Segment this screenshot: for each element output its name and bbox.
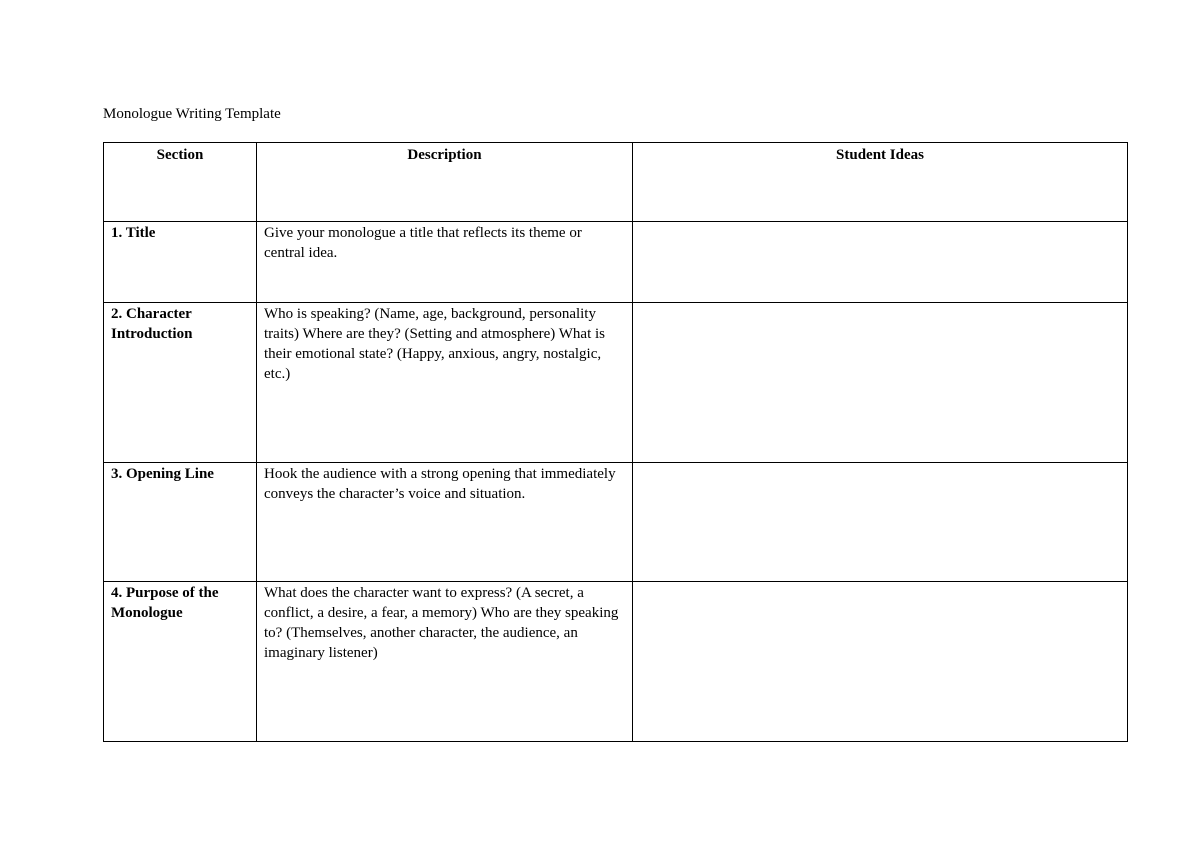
section-cell [104, 303, 257, 463]
description-cell [257, 582, 633, 742]
description-text: Give your monologue a title that reflects its theme or central idea. [264, 225, 582, 261]
header-section [104, 143, 257, 222]
section-cell [104, 222, 257, 303]
description-text: What does the character want to express? (A secret, a conflict, a desire, a fear, a memory) Who are they speaking to? (Themselves, another character, the audience, an imaginary listener) [264, 585, 619, 661]
table-row [104, 582, 1128, 742]
section-cell [104, 463, 257, 582]
student-ideas-text[interactable] [633, 463, 1127, 464]
section-label: 1. Title [111, 225, 156, 241]
description-cell [257, 463, 633, 582]
table-row [104, 222, 1128, 303]
table-header-row [104, 143, 1128, 222]
header-student-ideas [633, 143, 1128, 222]
description-text: Hook the audience with a strong opening that immediately conveys the character’s voice and situation. [264, 466, 616, 502]
section-label: 4. Purpose of the Monologue [111, 585, 219, 621]
student-ideas-text[interactable] [633, 303, 1127, 304]
student-ideas-cell[interactable] [633, 463, 1128, 582]
template-table [103, 142, 1128, 742]
header-section-label: Section [156, 147, 204, 163]
table-row [104, 463, 1128, 582]
student-ideas-cell[interactable] [633, 222, 1128, 303]
description-cell [257, 303, 633, 463]
section-cell [104, 582, 257, 742]
header-student-ideas-label: Student Ideas [836, 147, 924, 163]
description-cell [257, 222, 633, 303]
student-ideas-text[interactable] [633, 222, 1127, 223]
student-ideas-cell[interactable] [633, 582, 1128, 742]
section-label: 2. Character Introduction [111, 306, 193, 342]
header-description [257, 143, 633, 222]
section-label: 3. Opening Line [111, 466, 214, 482]
student-ideas-cell[interactable] [633, 303, 1128, 463]
document-title: Monologue Writing Template [103, 106, 281, 122]
table-row [104, 303, 1128, 463]
header-description-label: Description [407, 147, 482, 163]
description-text: Who is speaking? (Name, age, background, personality traits) Where are they? (Setting and atmosphere) What is their emotional state? (Happy, anxious, angry, nostalgic, etc.) [264, 306, 605, 382]
student-ideas-text[interactable] [633, 582, 1127, 583]
